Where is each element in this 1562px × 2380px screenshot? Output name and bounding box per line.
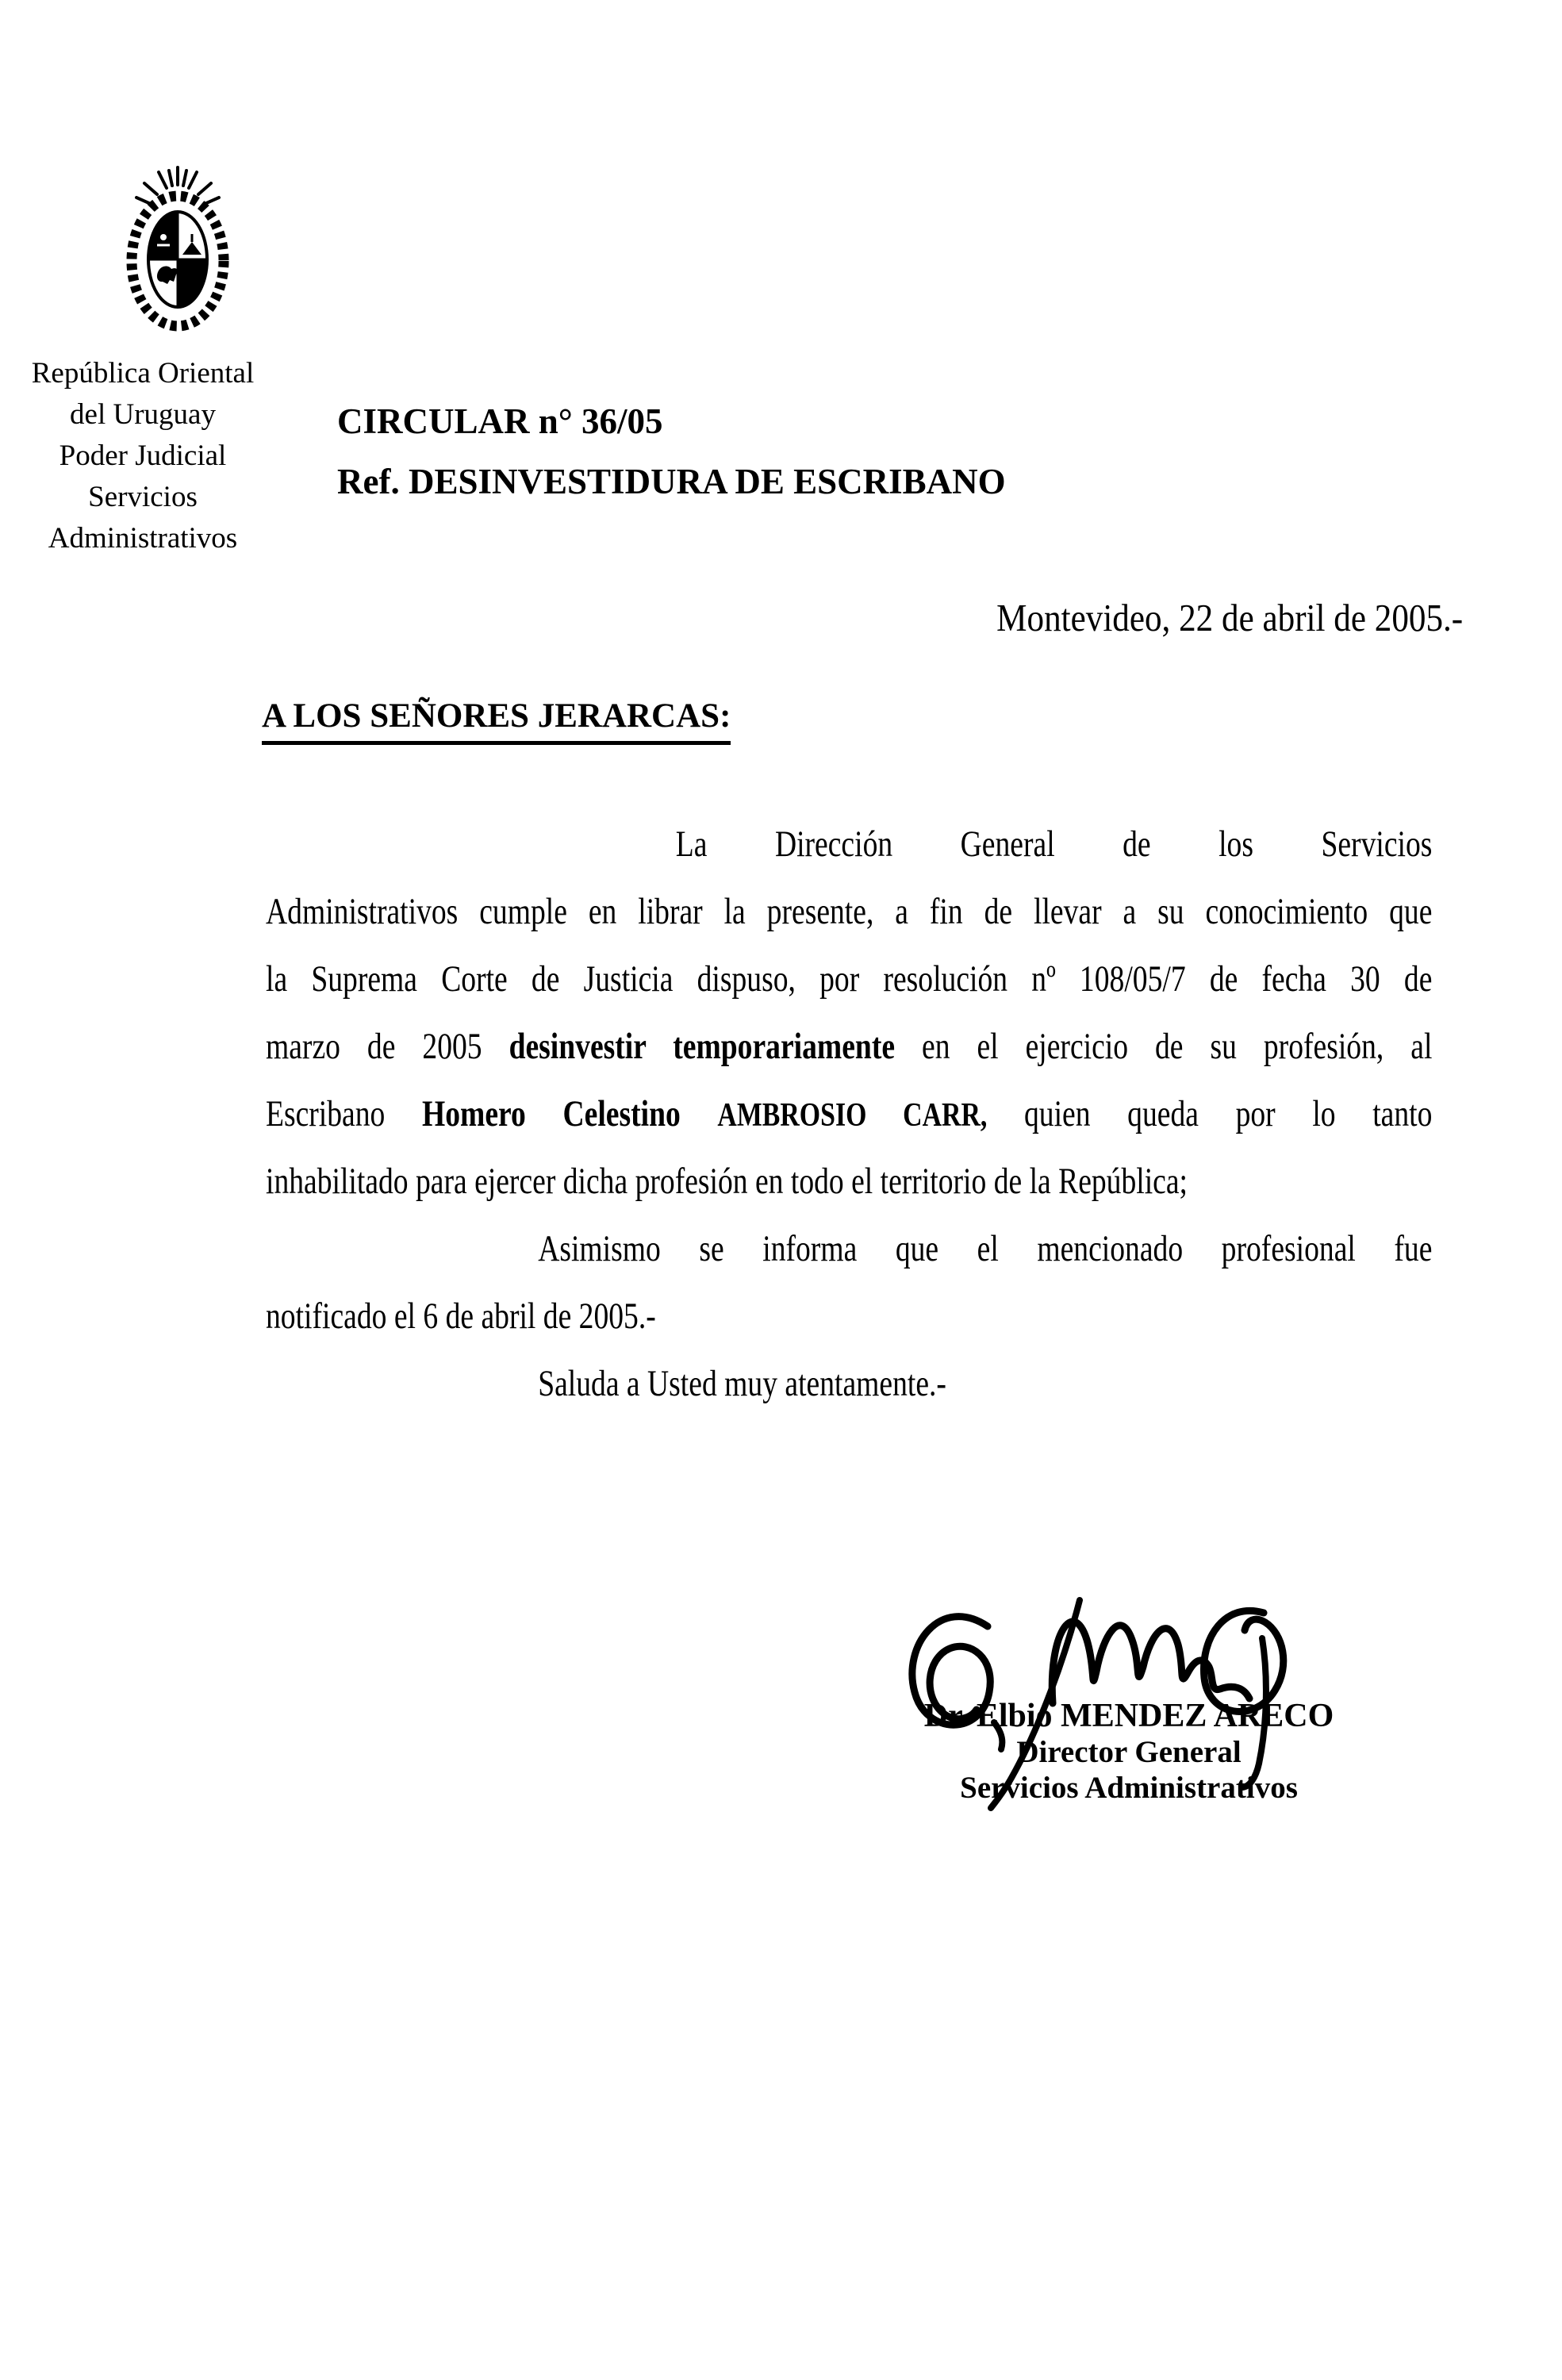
body-line — [266, 1013, 1432, 1081]
signer-title: Director General — [1016, 1735, 1242, 1769]
circular-ref: Ref. DESINVESTIDURA DE ESCRIBANO — [337, 462, 1006, 501]
circular-number: CIRCULAR n° 36/05 — [337, 401, 663, 441]
body-text-segment: inhabilitado para ejercer dicha profesión en todo el territorio de la República; — [266, 1161, 1188, 1202]
body-line — [266, 878, 1432, 946]
org-line-country2: del Uruguay — [70, 398, 216, 431]
body-text-segment: en el ejercicio de su profesión, al — [895, 1026, 1433, 1067]
org-block — [14, 353, 271, 559]
body-line — [266, 946, 1432, 1013]
body-line — [266, 811, 1432, 878]
body-text-segment: Administrativos cumple en librar la presente, a fin de llevar a su conocimiento que — [266, 891, 1433, 932]
closing-line — [266, 1350, 1432, 1418]
date-line: Montevideo, 22 de abril de 2005.- — [996, 596, 1463, 639]
body-text-segment: la Suprema Corte de Justicia dispuso, por resolución nº 108/05/7 de fecha 30 de — [266, 958, 1433, 1000]
coat-of-arms-logo — [119, 161, 236, 337]
salutation: A LOS SEÑORES JERARCAS: — [262, 697, 731, 745]
body-text-segment: marzo de 2005 — [266, 1026, 509, 1067]
body-line — [266, 1215, 1432, 1283]
body-text-segment: quien queda por lo tanto — [987, 1093, 1433, 1134]
org-line-admin: Administrativos — [48, 522, 238, 555]
signature-block — [923, 1699, 1335, 1806]
body-bold-segment: desinvestir temporariamente — [509, 1026, 896, 1067]
body-text-segment: Escribano — [266, 1093, 422, 1134]
body-text-segment: La Dirección General de los Servicios — [675, 823, 1433, 865]
body-line — [266, 1283, 1432, 1350]
circular-heading — [337, 391, 1006, 512]
org-line-branch: Poder Judicial — [59, 440, 227, 472]
body-bold-name-segment: AMBROSIO CARR, — [717, 1096, 988, 1134]
body-text-segment: Asimismo se informa que el mencionado profesional fue — [538, 1228, 1433, 1269]
org-line-country: República Oriental — [31, 357, 255, 390]
body-line — [266, 1081, 1432, 1148]
signer-office: Servicios Administrativos — [960, 1771, 1298, 1805]
body-text-segment: notificado el 6 de abril de 2005.- — [266, 1296, 656, 1337]
letter-body — [266, 811, 1432, 1418]
body-line — [266, 1148, 1432, 1215]
org-line-services: Servicios — [88, 481, 198, 513]
body-text-segment: Saluda a Usted muy atentamente.- — [538, 1363, 946, 1404]
signer-name: Dr. Elbio MENDEZ ARECO — [923, 1698, 1334, 1734]
body-bold-segment: Homero Celestino — [421, 1093, 718, 1134]
